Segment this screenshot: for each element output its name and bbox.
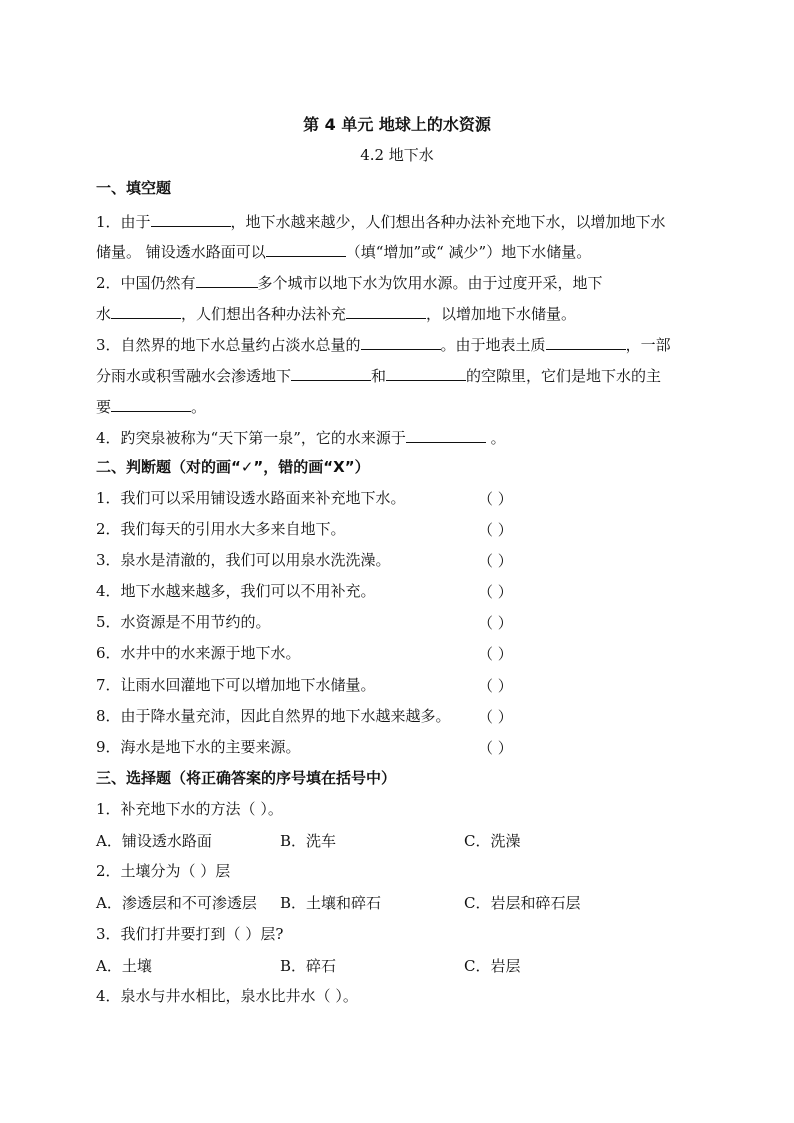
- answer-blank[interactable]: [291, 364, 371, 381]
- answer-paren[interactable]: （ ）: [478, 677, 513, 695]
- fill-q3-line3: 要 。: [96, 395, 206, 417]
- answer-paren[interactable]: （ ）: [478, 645, 513, 663]
- page-title: 第 4 单元 地球上的水资源: [303, 115, 491, 134]
- answer-paren[interactable]: （ ）: [478, 583, 513, 601]
- mc-option[interactable]: A．土壤: [96, 957, 152, 975]
- mc-question-stem: 1．补充地下水的方法（ ）。: [96, 800, 283, 818]
- tf-item: 3．泉水是清澈的，我们可以用泉水洗洗澡。: [96, 551, 391, 569]
- answer-blank[interactable]: [266, 240, 346, 257]
- answer-paren[interactable]: （ ）: [478, 614, 513, 632]
- answer-blank[interactable]: [111, 302, 181, 319]
- answer-paren[interactable]: （ ）: [478, 490, 513, 508]
- answer-blank[interactable]: [111, 395, 191, 412]
- tf-item: 5．水资源是不用节约的。: [96, 613, 271, 631]
- answer-blank[interactable]: [386, 364, 466, 381]
- answer-blank[interactable]: [196, 271, 258, 288]
- mc-option[interactable]: B．土壤和碎石: [280, 894, 382, 912]
- mc-option[interactable]: B．洗车: [280, 832, 337, 850]
- fill-q2-line1: 2．中国仍然有 多个城市以地下水为饮用水源。由于过度开采，地下: [96, 271, 603, 293]
- answer-blank[interactable]: [546, 333, 626, 350]
- answer-paren[interactable]: （ ）: [478, 521, 513, 539]
- tf-item: 7．让雨水回灌地下可以增加地下水储量。: [96, 676, 376, 694]
- answer-blank[interactable]: [361, 333, 441, 350]
- mc-option[interactable]: A．渗透层和不可渗透层: [96, 894, 257, 912]
- answer-blank[interactable]: [406, 426, 486, 443]
- tf-item: 8．由于降水量充沛，因此自然界的地下水越来越多。: [96, 707, 451, 725]
- mc-question-stem: 2．土壤分为（ ）层: [96, 862, 231, 880]
- mc-question-stem: 4．泉水与井水相比，泉水比井水（ ）。: [96, 987, 358, 1005]
- tf-item: 2．我们每天的引用水大多来自地下。: [96, 520, 346, 538]
- tf-item: 6．水井中的水来源于地下水。: [96, 644, 301, 662]
- answer-paren[interactable]: （ ）: [478, 552, 513, 570]
- fill-q4-line1: 4．趵突泉被称为“天下第一泉”，它的水来源于 。: [96, 426, 506, 448]
- section-true-false-heading: 二、判断题（对的画“✓”，错的画“X”）: [96, 458, 370, 476]
- mc-option[interactable]: C．岩层: [464, 957, 521, 975]
- fill-q1-line1: 1．由于 ，地下水越来越少，人们想出各种办法补充地下水，以增加地下水: [96, 210, 666, 232]
- fill-q3-line2: 分雨水或积雪融水会渗透地下 和 的空隙里，它们是地下水的主: [96, 364, 661, 386]
- mc-option[interactable]: C．岩层和碎石层: [464, 894, 581, 912]
- mc-option[interactable]: A．铺设透水路面: [96, 832, 212, 850]
- section-fill-blank-heading: 一、填空题: [96, 179, 172, 197]
- section-multiple-choice-heading: 三、选择题（将正确答案的序号填在括号中）: [96, 769, 397, 787]
- page-subtitle: 4.2 地下水: [360, 146, 434, 164]
- fill-q3-line1: 3．自然界的地下水总量约占淡水总量的 。由于地表土质 ，一部: [96, 333, 671, 355]
- fill-q1-line2: 储量。 铺设透水路面可以 （填“增加”或“ 减少”）地下水储量。: [96, 240, 591, 262]
- mc-option[interactable]: C．洗澡: [464, 832, 521, 850]
- answer-blank[interactable]: [346, 302, 426, 319]
- mc-question-stem: 3．我们打井要打到（ ）层?: [96, 925, 284, 943]
- fill-q2-line2: 水 ，人们想出各种办法补充 ，以增加地下水储量。: [96, 302, 576, 324]
- answer-paren[interactable]: （ ）: [478, 739, 513, 757]
- mc-option[interactable]: B．碎石: [280, 957, 337, 975]
- answer-blank[interactable]: [151, 210, 231, 227]
- tf-item: 4．地下水越来越多，我们可以不用补充。: [96, 582, 376, 600]
- tf-item: 1．我们可以采用铺设透水路面来补充地下水。: [96, 489, 406, 507]
- tf-item: 9．海水是地下水的主要来源。: [96, 738, 301, 756]
- answer-paren[interactable]: （ ）: [478, 708, 513, 726]
